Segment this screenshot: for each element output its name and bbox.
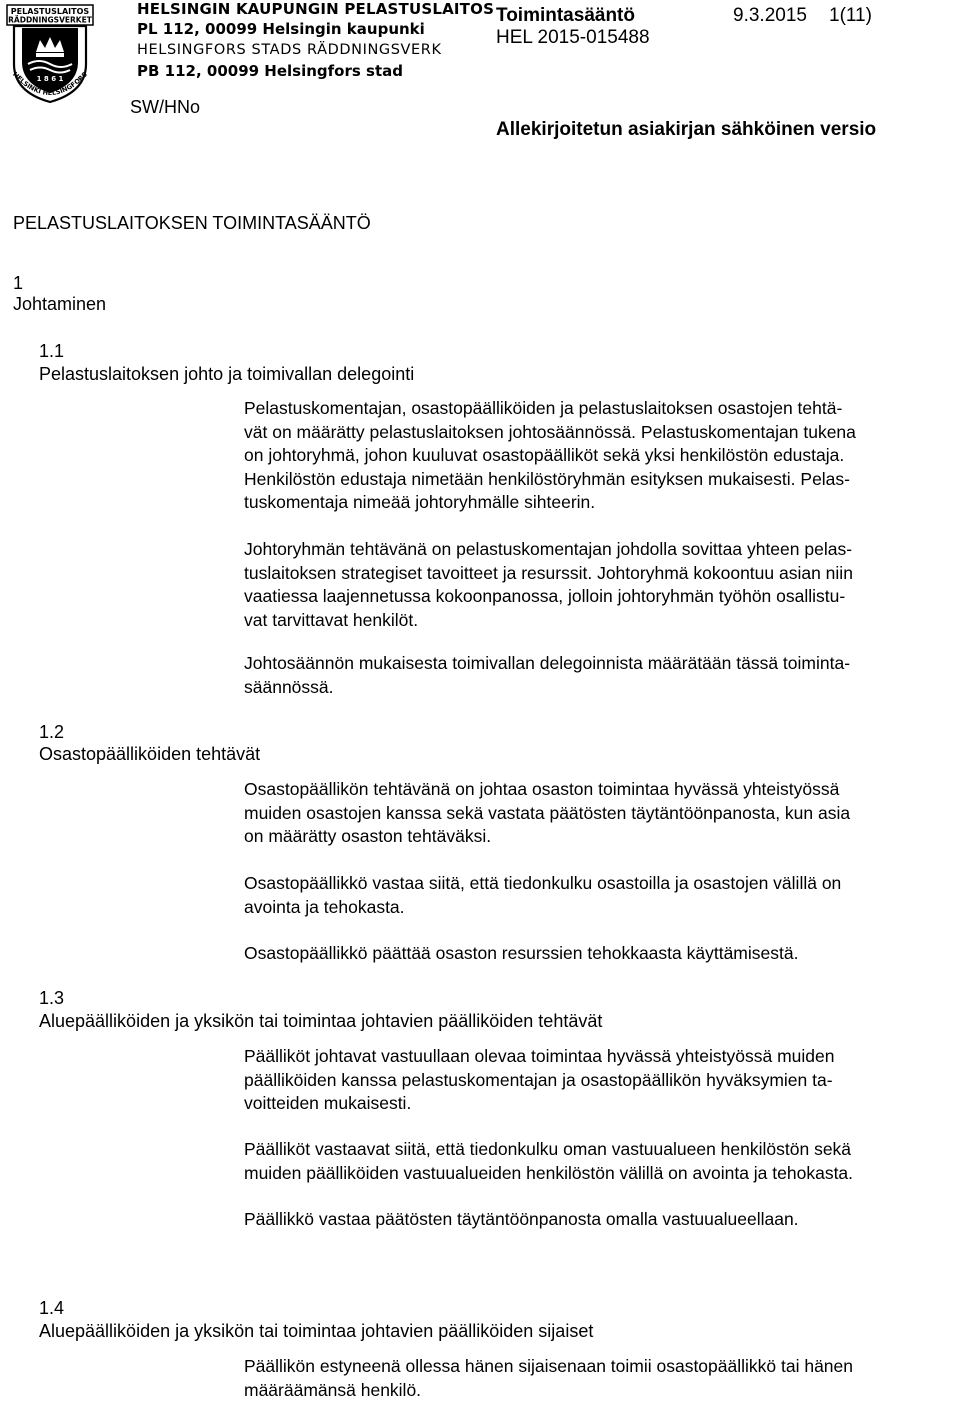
- section-title: Pelastuslaitoksen johto ja toimivallan delegointi: [39, 364, 415, 384]
- logo-sub-text: RÄDDNINGSVERKET: [8, 15, 92, 25]
- paragraph: Osastopäällikkö päättää osaston resurssien tehokkaasta käyttämisestä.: [244, 943, 799, 963]
- paragraph: Päällikkö vastaa päätösten täytäntöönpanosta omalla vastuualueellaan.: [244, 1209, 799, 1229]
- organization-name-fi: HELSINGIN KAUPUNGIN PELASTUSLAITOS: [137, 0, 495, 18]
- signed-version-note: Allekirjoitetun asiakirjan sähköinen versio: [496, 119, 877, 140]
- section-title: Aluepäälliköiden ja yksikön tai toimintaa johtavien päälliköiden tehtävät: [39, 1011, 603, 1031]
- section-number: 1.4: [39, 1298, 65, 1318]
- paragraph: Johtoryhmän tehtävänä on pelastuskomentajan johdolla sovittaa yhteen pelas- tuslaitoksen strategiset tavoitteet ja resurssit. Johtoryhmä kokoontuu asian niin vaatiessa laajennetussa kokoonpanossa, jolloin johtoryhmän työhön osallistu- vat tarvittavat henkilöt.: [244, 539, 853, 630]
- author-initials: SW/HNo: [130, 97, 201, 117]
- paragraph: Osastopäällikön tehtävänä on johtaa osaston toimintaa hyvässä yhteistyössä muiden osastojen kanssa sekä vastata päätösten täytäntöönpanosta, kun asia on määrätty osaston tehtäväksi.: [244, 779, 851, 847]
- chapter-number: 1: [13, 273, 24, 293]
- logo-top-text: PELASTUSLAITOS: [10, 7, 90, 16]
- main-title: PELASTUSLAITOKSEN TOIMINTASÄÄNTÖ: [13, 213, 371, 233]
- paragraph: Päälliköt johtavat vastuullaan olevaa toimintaa hyvässä yhteistyössä muiden päälliköiden kanssa pelastuskomentajan ja osastopäällikön hyväksymien ta- voitteiden mukaisesti.: [244, 1046, 835, 1114]
- paragraph: Pelastuskomentajan, osastopäälliköiden ja pelastuslaitoksen osastojen tehtä- vät on määrätty pelastuslaitoksen johtosäännössä. Pelastuskomentajan tukena on johtoryhmä, johon kuuluvat osastopäälliköt sekä yksi henkilöstön edustaja. Henkilöstön edustaja nimetään henkilöstöryhmän esityksen mukaisesti. Pelas- tuskomentaja nimeää johtoryhmälle sihteerin.: [244, 398, 856, 513]
- section-number: 1.2: [39, 722, 65, 742]
- document-number: HEL 2015-015488: [496, 27, 650, 48]
- paragraph: Päälliköt vastaavat siitä, että tiedonkulku oman vastuualueen henkilöstön sekä muiden päälliköiden vastuualueiden henkilöstön välillä on avointa ja tehokasta.: [244, 1139, 854, 1183]
- section-number: 1.3: [39, 988, 65, 1008]
- page-count: 1(11): [829, 5, 872, 26]
- organization-logo: [6, 4, 94, 104]
- chapter-title: Johtaminen: [13, 294, 107, 314]
- section-title: Osastopäälliköiden tehtävät: [39, 744, 261, 764]
- document-date: 9.3.2015: [733, 5, 807, 26]
- document-type: Toimintasääntö: [496, 5, 635, 26]
- section-title: Aluepäälliköiden ja yksikön tai toimintaa johtavien päälliköiden sijaiset: [39, 1321, 594, 1341]
- logo-year: 1 8 6 1: [36, 75, 64, 83]
- paragraph: Päällikön estyneenä ollessa hänen sijaisenaan toimii osastopäällikkö tai hänen määräämänsä henkilö.: [244, 1356, 854, 1400]
- organization-name-sv: HELSINGFORS STADS RÄDDNINGSVERK: [137, 42, 442, 58]
- paragraph: Johtosäännön mukaisesta toimivallan delegoinnista määrätään tässä toiminta- säännössä.: [244, 653, 851, 697]
- logo-ring-text: HELSINKI HELSINGFORS: [11, 70, 89, 98]
- organization-address-fi: PL 112, 00099 Helsingin kaupunki: [137, 20, 425, 38]
- section-number: 1.1: [39, 341, 65, 361]
- paragraph: Osastopäällikkö vastaa siitä, että tiedonkulku osastoilla ja osastojen välillä on avointa ja tehokasta.: [244, 873, 842, 917]
- organization-address-sv: PB 112, 00099 Helsingfors stad: [137, 62, 403, 80]
